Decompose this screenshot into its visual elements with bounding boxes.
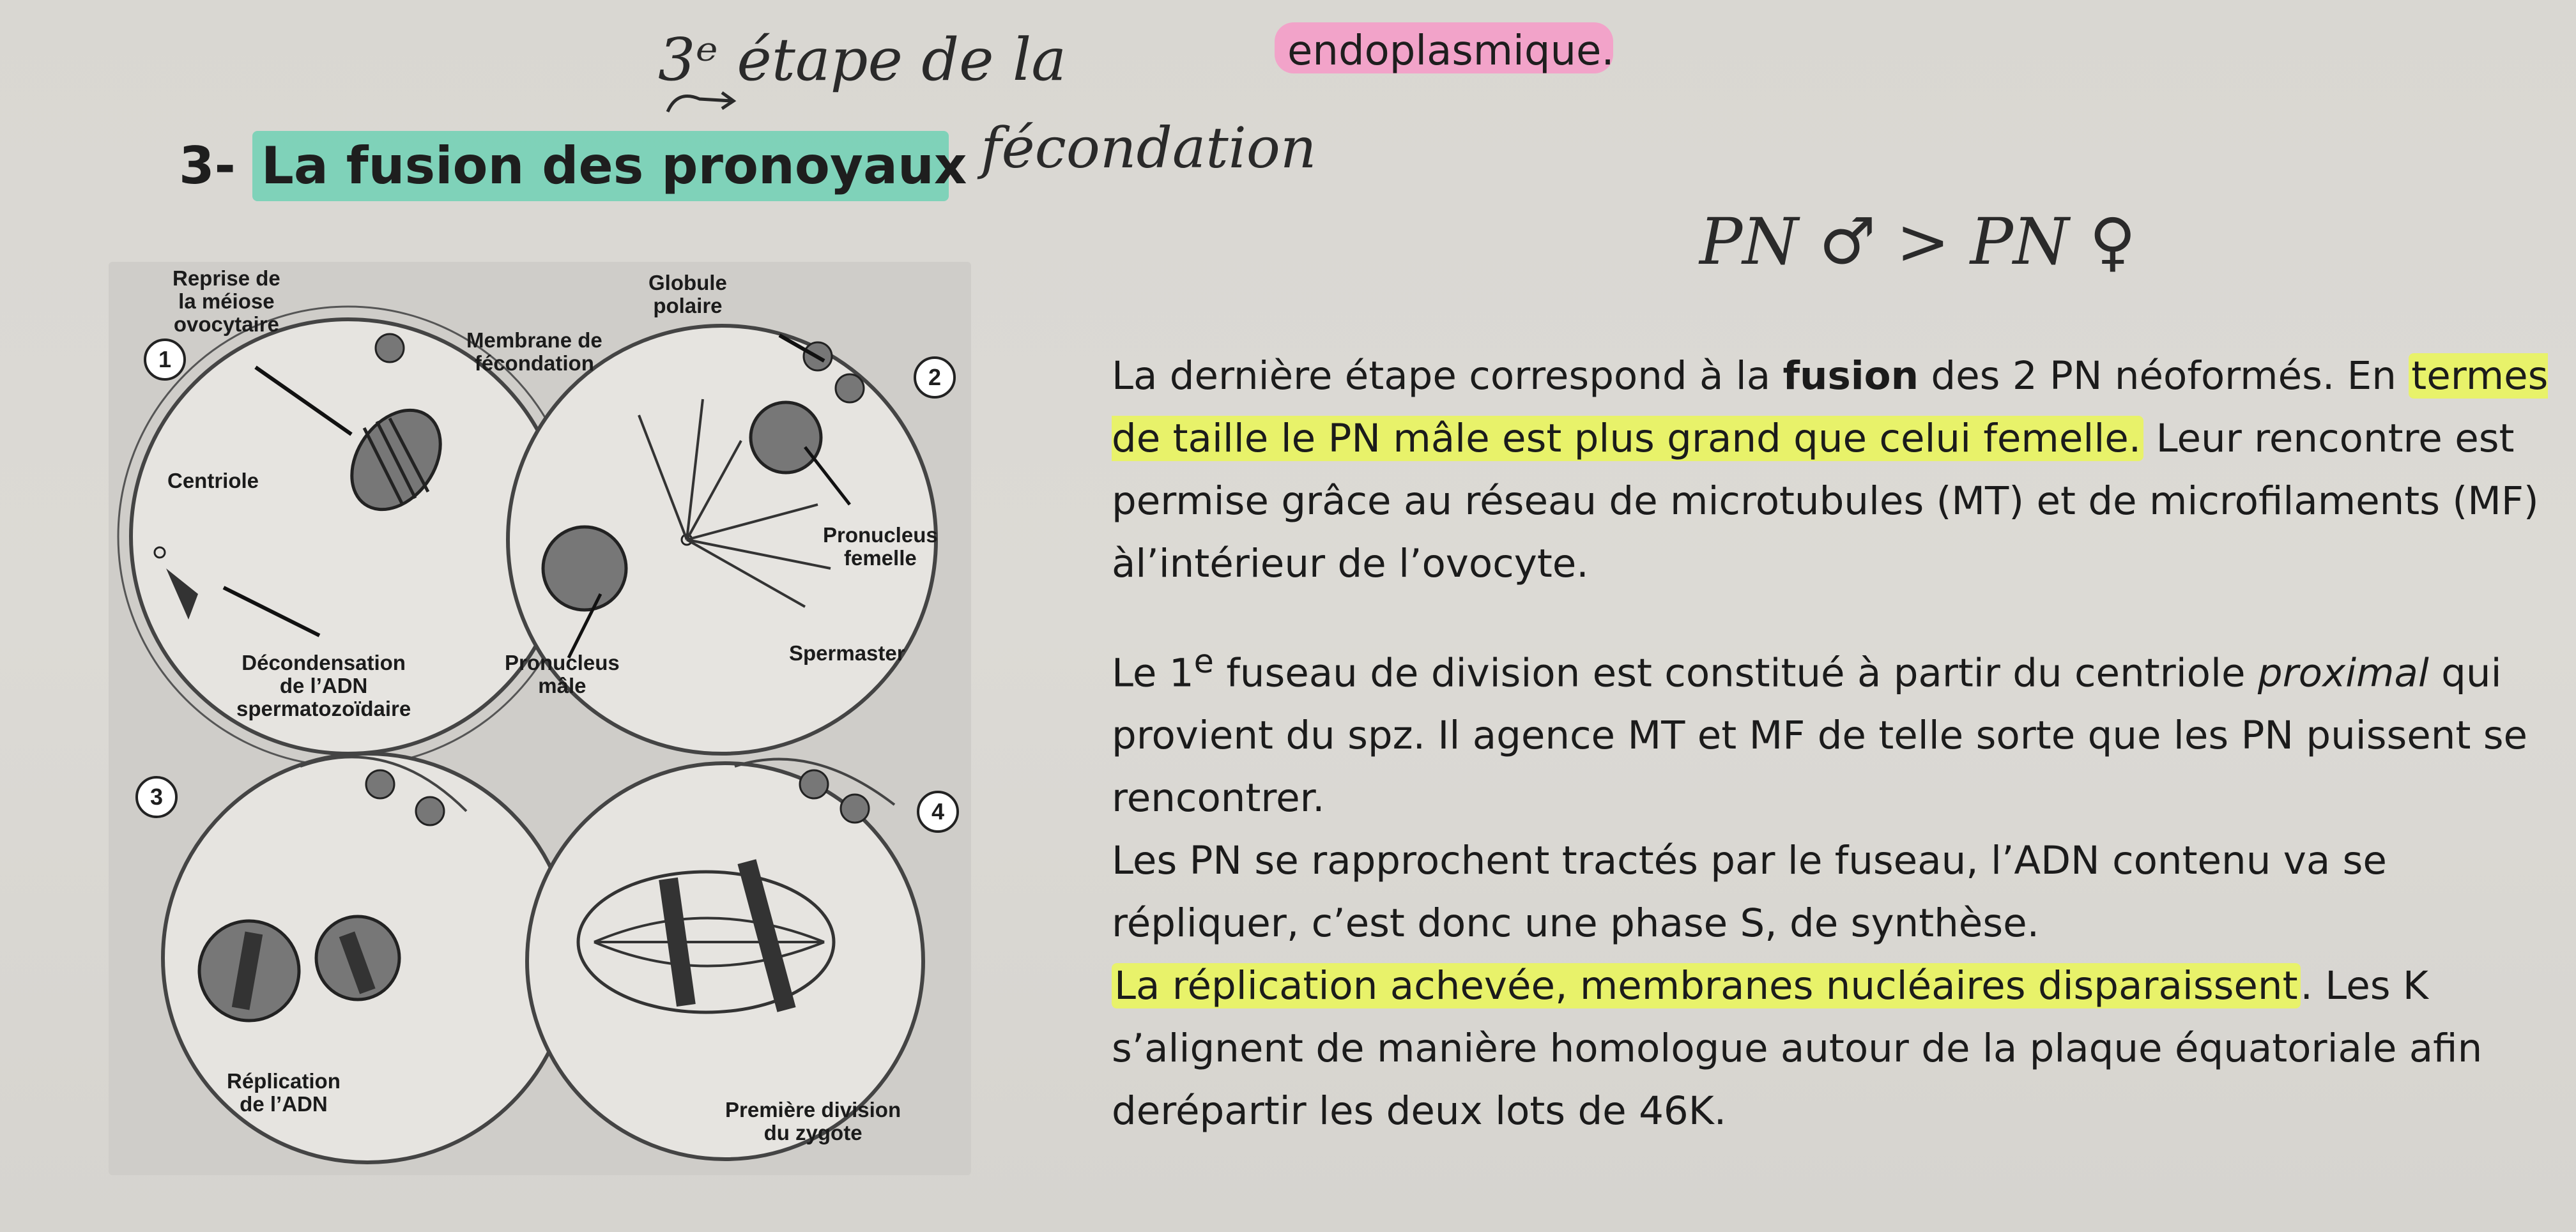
panel-number-3: 3 [135, 776, 178, 818]
p2-text-b: fuseau de division est constitué à partir du centriole [1213, 650, 2258, 696]
label-centriole: Centriole [167, 469, 259, 492]
section-number: 3- [179, 136, 236, 195]
p4-text-b: . Les K s’alignent de manière homologue autour de la plaque équatoriale afin derépartir les deux lots de 46K. [1112, 963, 2483, 1134]
panel-number-4: 4 [917, 791, 959, 833]
handwritten-note-step: 3ᵉ étape de la [658, 26, 1067, 94]
paragraph-3: Les PN se rapprochent tractés par le fuseau, l’ADN contenu va se répliquer, c’est donc une phase S, de synthèse. [1112, 838, 2387, 947]
section-title [179, 131, 967, 201]
handwritten-note-pn-size: PN ♂ > PN ♀ [1699, 204, 2136, 279]
paragraph-4 [1112, 955, 2568, 1143]
p1-text-b: des 2 PN néoformés. En [1919, 353, 2409, 399]
handwritten-note-fecondation: fécondation [981, 115, 1317, 181]
label-reprise-meiose: Reprise de la méiose ovocytaire [172, 266, 280, 336]
paragraph-2 [1112, 630, 2568, 830]
p2-text-a: Le 1 [1112, 650, 1194, 696]
panel-number-2: 2 [914, 356, 956, 399]
p1-highlight: termes de taille le PN mâle est plus grand que celui femelle. [1112, 353, 2549, 461]
label-decondensation: Décondensation de l’ADN spermatozoïdaire [236, 651, 411, 720]
panel-3-cell [163, 754, 572, 1162]
label-replication: Réplication de l’ADN [227, 1069, 341, 1116]
label-spermaster: Spermaster [789, 641, 905, 665]
p2-sup: e [1193, 643, 1214, 680]
section-title-text: La fusion des pronoyaux [261, 136, 967, 195]
label-pronucleus-male: Pronucleus mâle [505, 651, 620, 697]
p1-bold: fusion [1782, 353, 1919, 399]
p2-text-c: qui provient du spz. Il agence MT et MF de telle sorte que les PN puissent se rencontrer. [1112, 650, 2528, 821]
panel-number-1: 1 [144, 338, 186, 381]
paragraph-1 [1112, 345, 2568, 595]
p2-italic: proximal [2257, 650, 2429, 696]
p1-text-a: La dernière étape correspond à la [1112, 353, 1783, 399]
label-membrane-fecondation: Membrane de fécondation [466, 328, 602, 375]
fecondation-figure [109, 262, 971, 1175]
body-text [1112, 345, 2568, 1143]
label-globule-polaire: Globule polaire [648, 271, 727, 317]
p1-text-c: Leur rencontre est permise grâce au réseau de microtubules (MT) et de microfilaments (MF) àl’intérieur de l’ovocyte. [1112, 416, 2539, 586]
p4-highlight: La réplication achevée, membranes nucléaires disparaissent [1112, 963, 2301, 1008]
top-text: endoplasmique. [1287, 27, 1614, 75]
label-premiere-division: Première division du zygote [725, 1098, 901, 1145]
label-pronucleus-femelle: Pronucleus femelle [823, 523, 938, 570]
